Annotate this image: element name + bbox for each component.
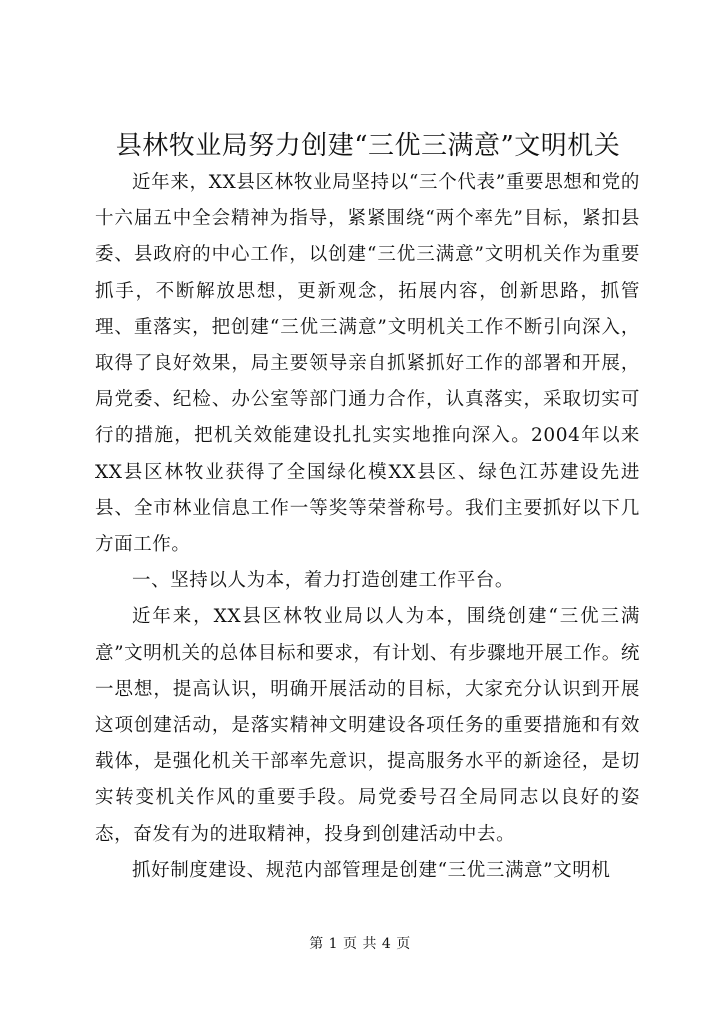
paragraph-intro: 近年来，XX县区林牧业局坚持以“三个代表”重要思想和党的十六届五中全会精神为指导，紧紧围绕“两个率先”目标，紧扣县委、县政府的中心工作，以创建“三优三满意”文明机关作为重要抓手，不断解放思想，更新观念，拓展内容，创新思路，抓管理、重落实，把创建“三优三满意”文明机关工作不断引向深入，取得了良好效果，局主要领导亲自抓紧抓好工作的部署和开展，局党委、纪检、办公室等部门通力合作，认真落实，采取切实可行的措施，把机关效能建设扎扎实实地推向深入。2004年以来XX县区林牧业获得了全国绿化模XX县区、绿色江苏建设先进县、全市林业信息工作一等奖等荣誉称号。我们主要抓好以下几方面工作。 bbox=[95, 172, 640, 556]
section-heading-1: 一、坚持以人为本，着力打造创建工作平台。 bbox=[132, 570, 515, 592]
paragraph-system-building: 抓好制度建设、规范内部管理是创建“三优三满意”文明机 bbox=[132, 859, 611, 881]
document-body bbox=[95, 165, 640, 889]
paragraph-section-1: 近年来，XX县区林牧业局以人为本，围绕创建“三优三满意”文明机关的总体目标和要求，有计划、有步骤地开展工作。统一思想，提高认识，明确开展活动的目标，大家充分认识到开展这项创建活动，是落实精神文明建设各项任务的重要措施和有效载体，是强化机关干部率先意识，提高服务水平的新途径，是切实转变机关作风的重要手段。局党委号召全局同志以良好的姿态，奋发有为的进取精神，投身到创建活动中去。 bbox=[95, 606, 640, 845]
document-title: 县林牧业局努力创建“三优三满意”文明机关 bbox=[115, 131, 621, 161]
page-number-footer: 第 1 页 共 4 页 bbox=[309, 936, 411, 952]
